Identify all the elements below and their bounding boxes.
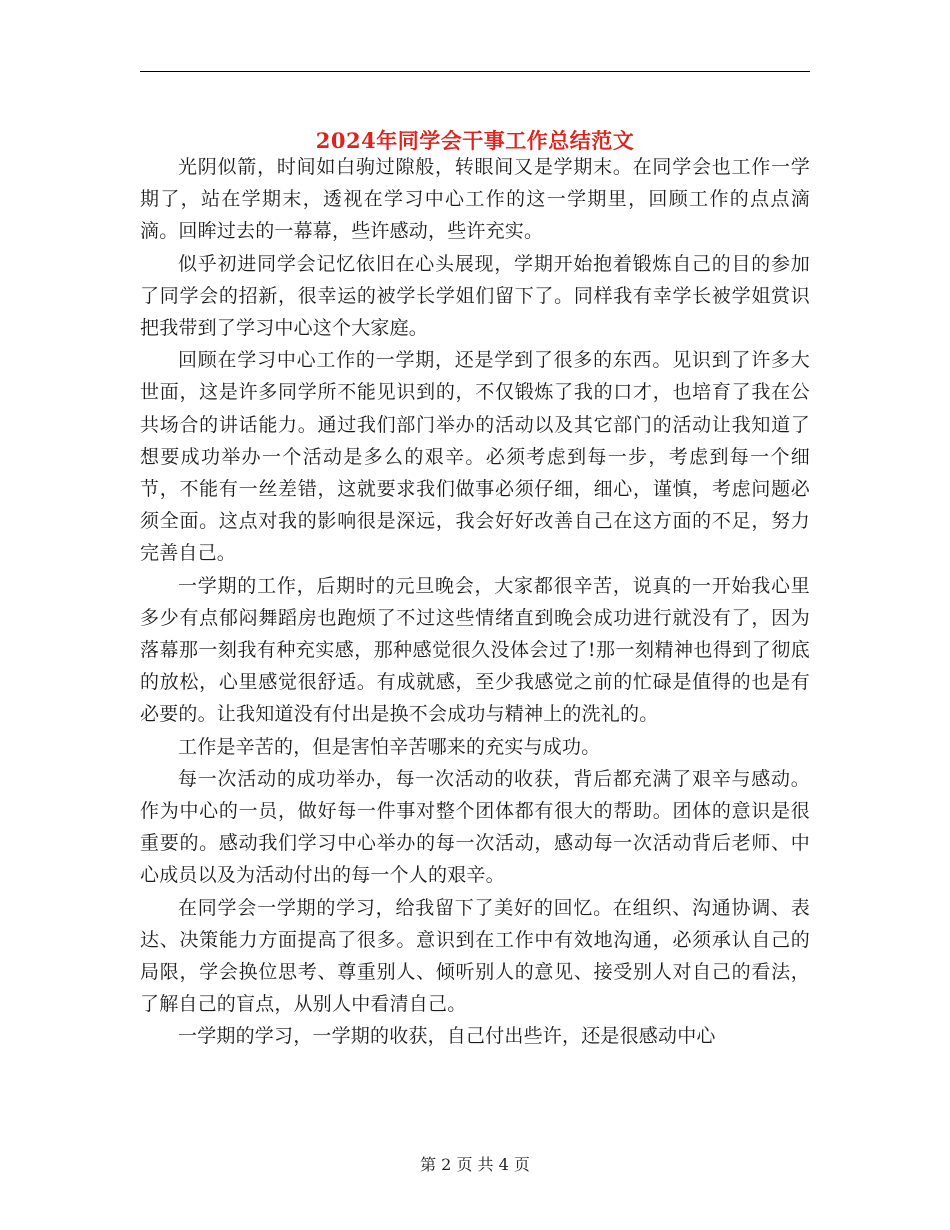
header-rule <box>140 71 810 72</box>
paragraph-8: 一学期的学习，一学期的收获，自己付出些许，还是很感动中心 <box>178 1025 716 1048</box>
document-title: 2024年同学会干事工作总结范文 <box>315 128 635 154</box>
paragraph-5: 工作是辛苦的，但是害怕辛苦哪来的充实与成功。 <box>178 735 601 758</box>
paragraph-1: 光阴似箭，时间如白驹过隙般，转眼间又是学期末。在同学会也工作一学期了，站在学期末，透视在学习中心工作的这一学期里，回顾工作的点点滴滴。回眸过去的一幕幕，些许感动，些许充实。 <box>140 156 810 243</box>
paragraph-3: 回顾在学习中心工作的一学期，还是学到了很多的东西。见识到了许多大世面，这是许多同学所不能见识到的，不仅锻炼了我的口才，也培育了我在公共场合的讲话能力。通过我们部门举办的活动以及其它部门的活动让我知道了想要成功举办一个活动是多么的艰辛。必须考虑到每一步，考虑到每一个细节，不能有一丝差错，这就要求我们做事必须仔细，细心，谨慎，考虑问题必须全面。这点对我的影响很是深远，我会好好改善自己在这方面的不足，努力完善自己。 <box>140 349 810 565</box>
paragraph-2: 似乎初进同学会记忆依旧在心头展现，学期开始抱着锻炼自己的目的参加了同学会的招新，很幸运的被学长学姐们留下了。同样我有幸学长被学姐赏识把我带到了学习中心这个大家庭。 <box>140 252 810 340</box>
page-number: 第 2 页 共 4 页 <box>420 1155 530 1174</box>
document-body <box>140 151 810 1053</box>
paragraph-7: 在同学会一学期的学习，给我留下了美好的回忆。在组织、沟通协调、表达、决策能力方面提高了很多。意识到在工作中有效地沟通，必须承认自己的局限，学会换位思考、尊重别人、倾听别人的意见、接受别人对自己的看法，了解自己的盲点，从别人中看清自己。 <box>140 896 810 1016</box>
paragraph-4: 一学期的工作，后期时的元旦晚会，大家都很辛苦，说真的一开始我心里多少有点郁闷舞蹈房也跑烦了不过这些情绪直到晚会成功进行就没有了，因为落幕那一刻我有种充实感，那种感觉很久没体会过了!那一刻精神也得到了彻底的放松，心里感觉很舒适。有成就感，至少我感觉之前的忙碌是值得的也是有必要的。让我知道没有付出是换不会成功与精神上的洗礼的。 <box>140 574 810 726</box>
paragraph-6: 每一次活动的成功举办，每一次活动的收获，背后都充满了艰辛与感动。作为中心的一员，做好每一件事对整个团体都有很大的帮助。团体的意识是很重要的。感动我们学习中心举办的每一次活动，感动每一次活动背后老师、中心成员以及为活动付出的每一个人的艰辛。 <box>140 767 810 887</box>
